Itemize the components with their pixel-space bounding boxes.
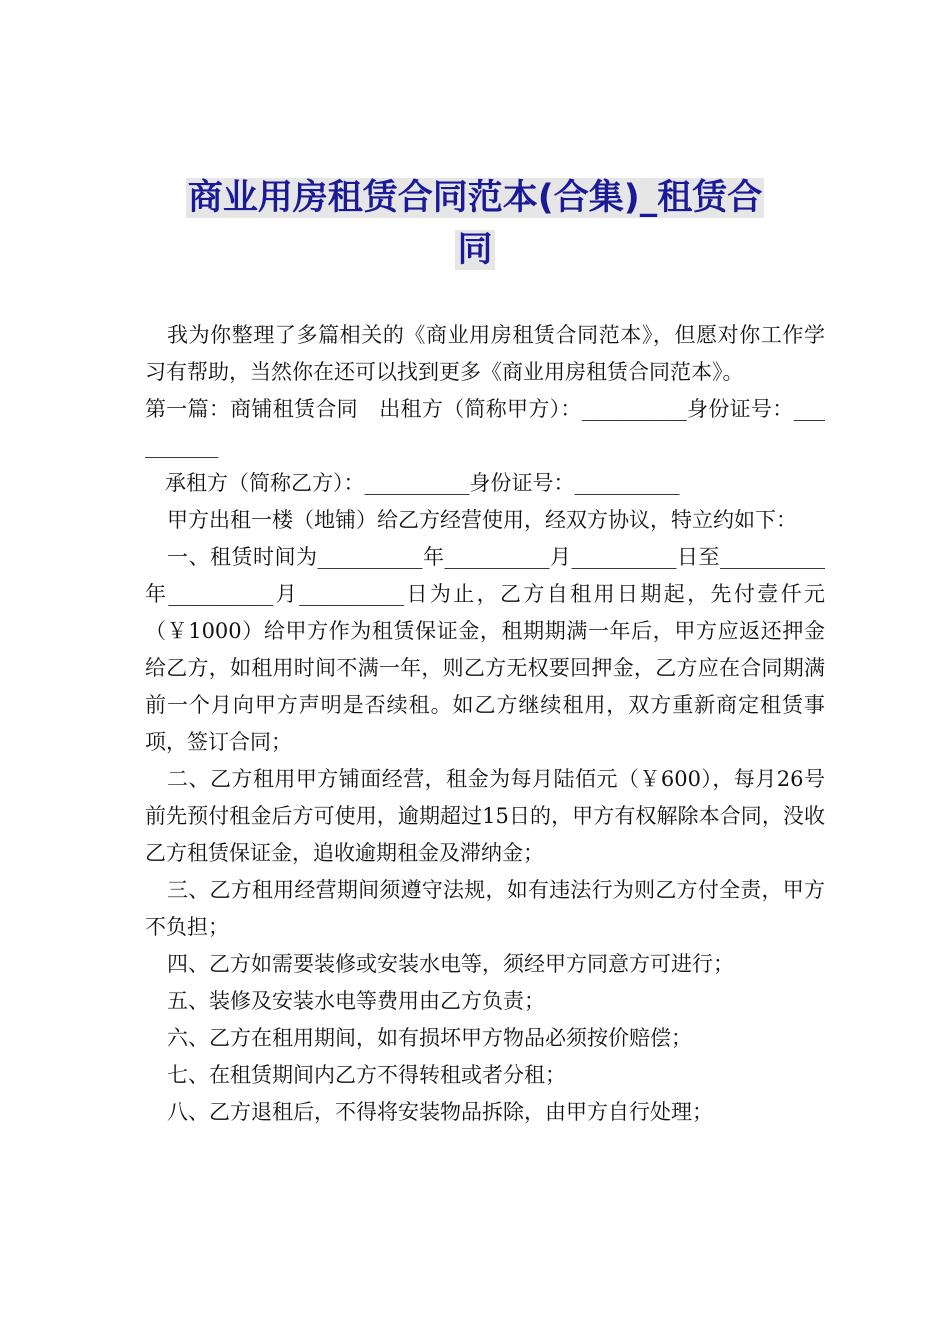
- clause-3: 三、乙方租用经营期间须遵守法规，如有违法行为则乙方付全责，甲方不负担；: [145, 878, 825, 939]
- clause-1: 一、租赁时间为__________年__________月__________日至__________年__________月__________日为止，乙方自租用日期起，先付壹仟元（￥1000）给甲方作为租赁保证金，租期期满一年后，甲方应返还押金给乙方，如租用时间不满一年，则乙方无权要回押金，乙方应在合同期满前一个月向甲方声明是否续租。如乙方继续租用，双方重新商定租赁事项，签订合同；: [145, 545, 825, 754]
- agreement-paragraph: 甲方出租一楼（地铺）给乙方经营使用，经双方协议，特立约如下：: [167, 508, 797, 532]
- clause-4: 四、乙方如需要装修或安装水电等，须经甲方同意方可进行；: [167, 952, 734, 976]
- clause-7: 七、在租赁期间内乙方不得转租或者分租；: [167, 1063, 566, 1087]
- clause-2: 二、乙方租用甲方铺面经营，租金为每月陆佰元（￥600），每月26号前先预付租金后方可使用，逾期超过15日的，甲方有权解除本合同，没收乙方租赁保证金，追收逾期租金及滞纳金；: [145, 767, 825, 865]
- intro-paragraph: 我为你整理了多篇相关的《商业用房租赁合同范本》，但愿对你工作学习有帮助，当然你在还可以找到更多《商业用房租赁合同范本》。: [145, 323, 825, 384]
- clause-8: 八、乙方退租后，不得将安装物品拆除，由甲方自行处理；: [167, 1100, 713, 1124]
- clause-5: 五、装修及安装水电等费用由乙方负责；: [167, 989, 545, 1013]
- title-line-2: 同: [457, 230, 493, 270]
- document-body: [145, 317, 825, 1131]
- document-title: [140, 172, 810, 276]
- title-line-1: 商业用房租赁合同范本(合集)_租赁合: [187, 178, 763, 218]
- lessee-paragraph: 承租方（简称乙方）：__________身份证号：__________: [165, 471, 680, 495]
- section-heading-paragraph: 第一篇：商铺租赁合同 出租方（简称甲方）：__________身份证号：__________: [145, 397, 825, 458]
- clause-6: 六、乙方在租用期间，如有损坏甲方物品必须按价赔偿；: [167, 1026, 692, 1050]
